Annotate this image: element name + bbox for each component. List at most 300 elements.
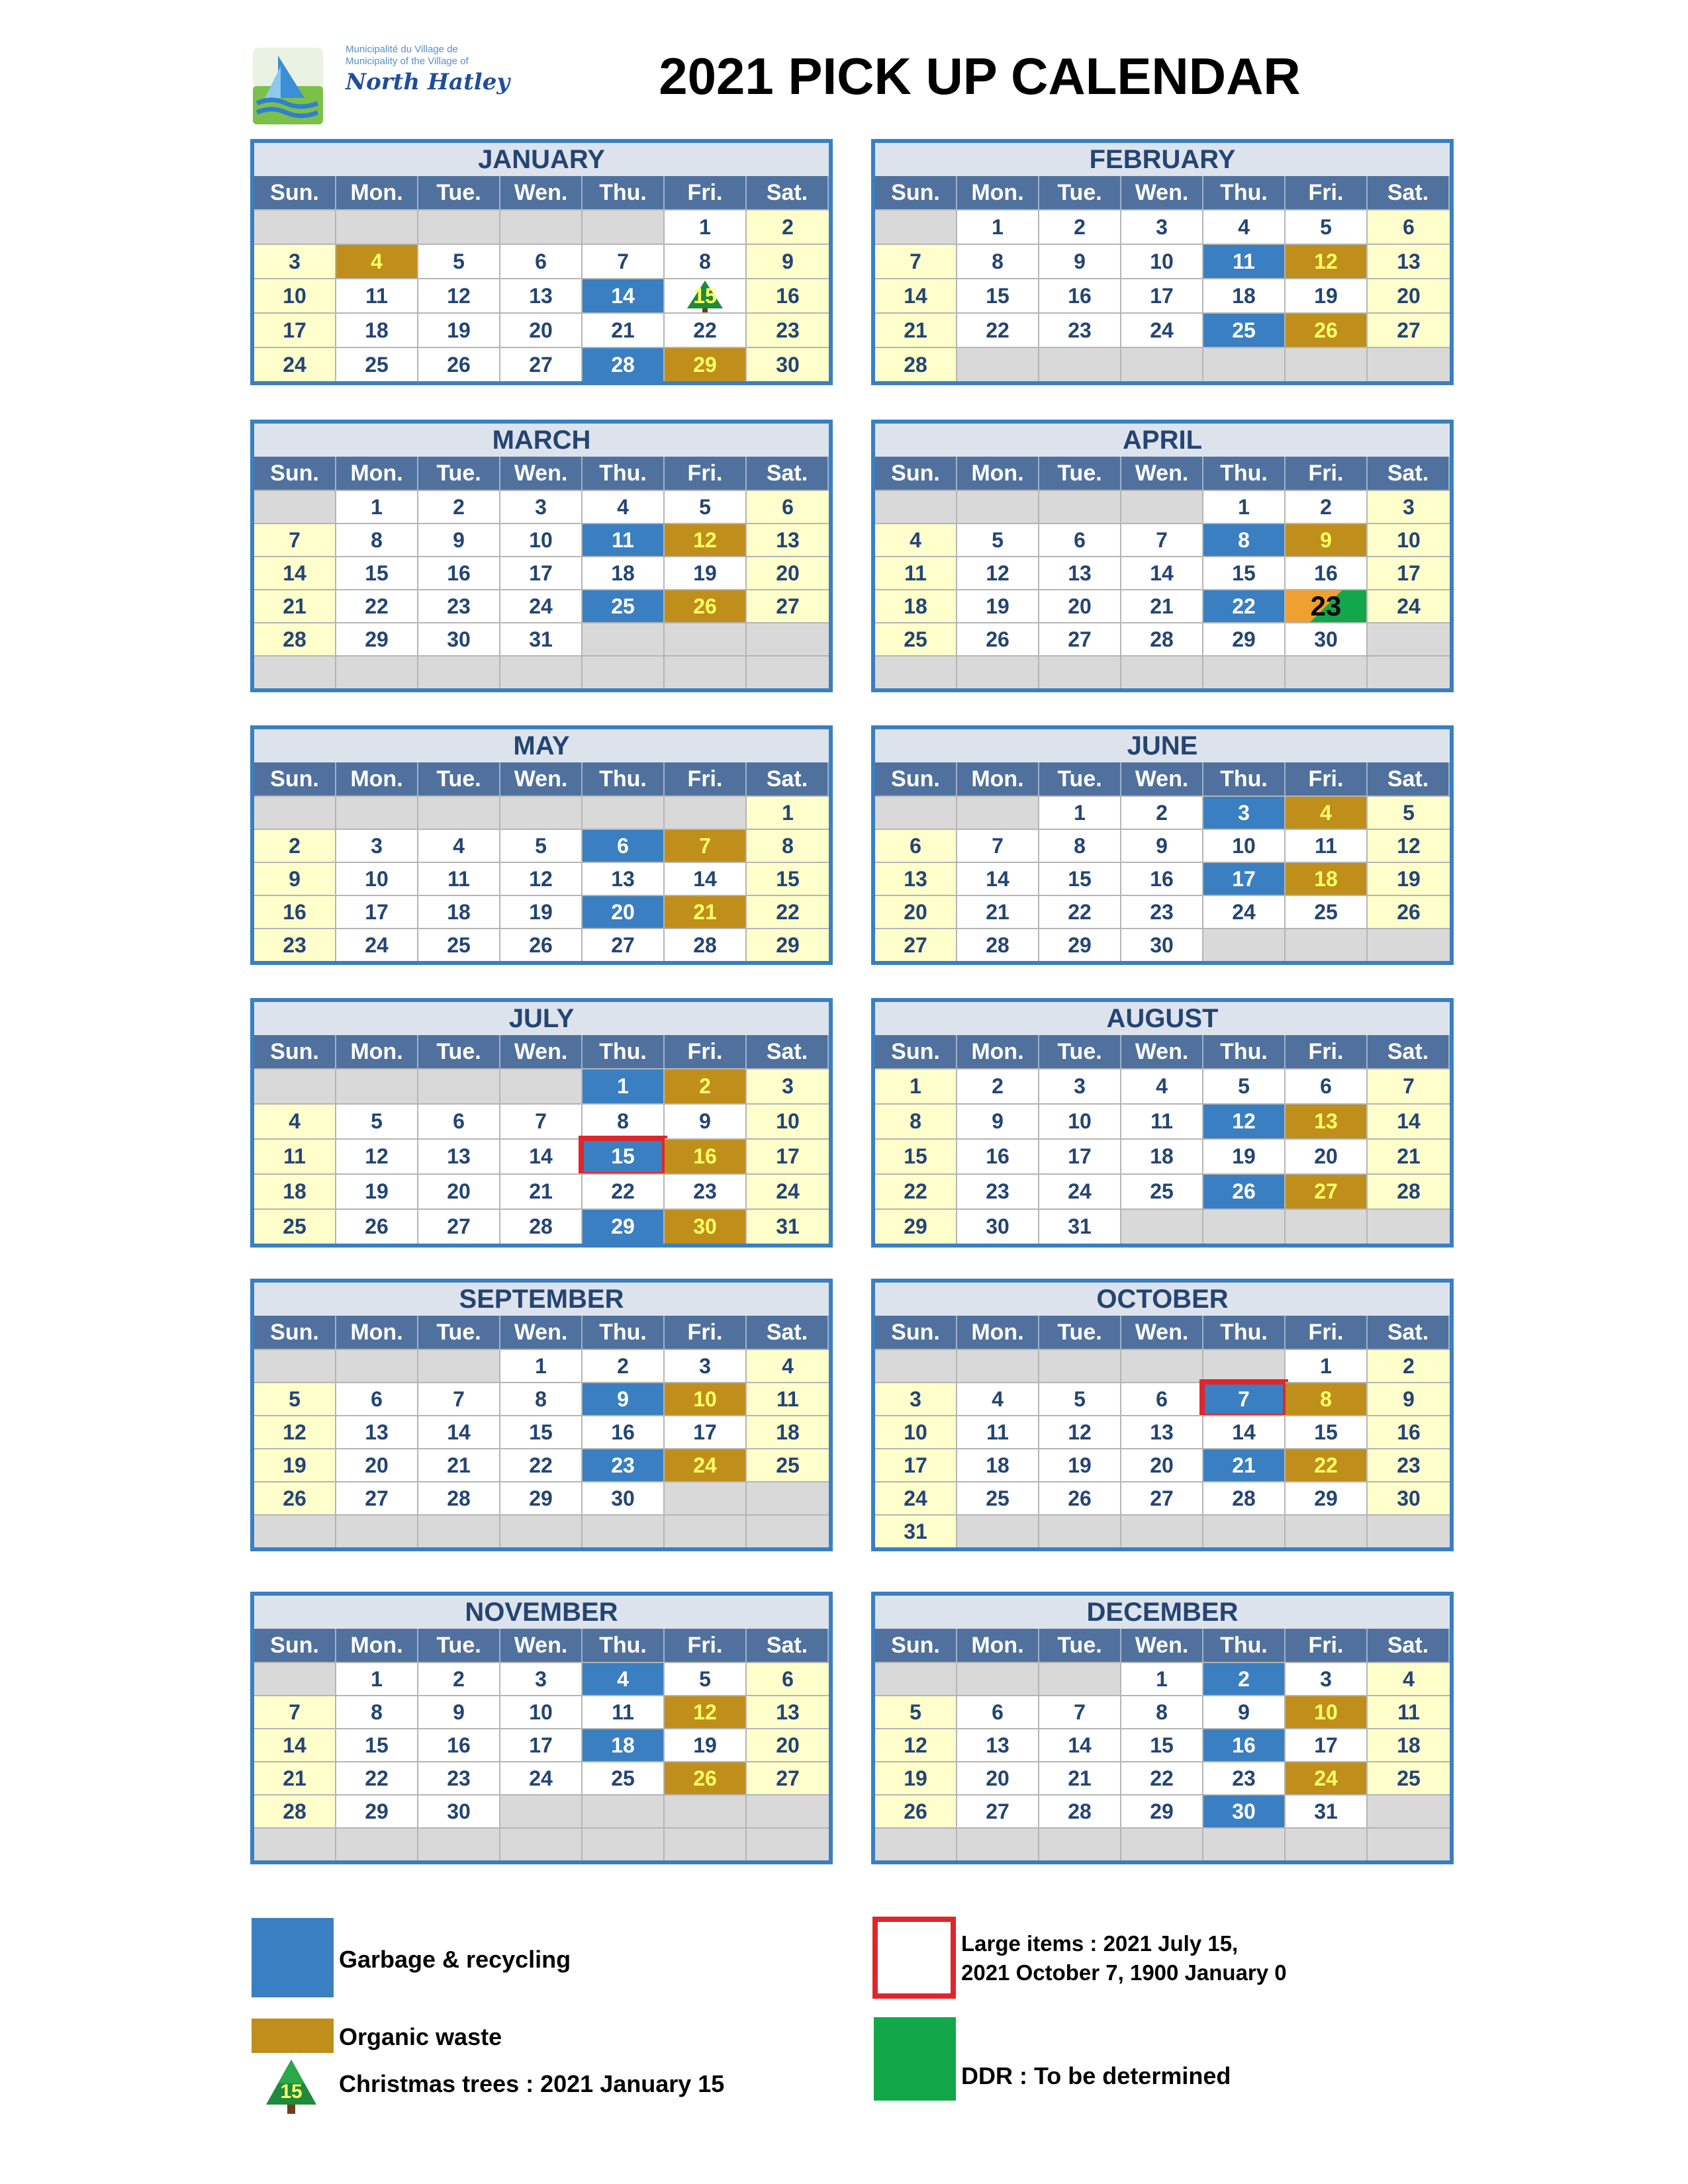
- month-name: AUGUST: [875, 1002, 1450, 1035]
- weekday-header: Tue.: [1039, 762, 1121, 796]
- day-cell: 10: [254, 278, 336, 312]
- empty-day-cell: [1121, 1514, 1203, 1547]
- legend-large-items-swatch: [872, 1917, 956, 1999]
- day-cell: 10: [1039, 1103, 1121, 1138]
- weekday-header: Sat.: [1368, 1035, 1450, 1068]
- empty-day-cell: [1039, 490, 1121, 523]
- day-cell: 2: [665, 1068, 747, 1103]
- weekday-header: Mon.: [957, 457, 1039, 490]
- day-cell: 15: [1203, 556, 1286, 589]
- day-cell: 2: [1368, 1349, 1450, 1382]
- weekday-header: Thu.: [1203, 176, 1286, 209]
- day-cell: 4: [583, 490, 665, 523]
- empty-day-cell: [665, 655, 747, 688]
- day-cell: 1: [747, 796, 829, 829]
- day-cell: 26: [665, 589, 747, 622]
- month-day-grid: [254, 1316, 829, 1547]
- day-cell: 23: [1121, 895, 1203, 928]
- day-cell: 21: [957, 895, 1039, 928]
- legend-ddr-swatch: [874, 2017, 956, 2101]
- day-cell: 1: [875, 1068, 957, 1103]
- day-cell: 24: [1121, 312, 1203, 347]
- day-cell: 26: [1039, 1481, 1121, 1514]
- day-cell: 29: [875, 1208, 957, 1244]
- day-cell: 3: [1039, 1068, 1121, 1103]
- empty-day-cell: [747, 1794, 829, 1827]
- day-cell: 17: [1039, 1138, 1121, 1173]
- empty-day-cell: [336, 796, 418, 829]
- weekday-header: Thu.: [583, 457, 665, 490]
- day-cell: 23: [418, 1761, 500, 1794]
- day-cell: 26: [1368, 895, 1450, 928]
- day-cell: 23: [665, 1173, 747, 1208]
- day-cell: 20: [747, 556, 829, 589]
- month-may: [250, 725, 833, 965]
- day-cell: 29: [336, 1794, 418, 1827]
- day-cell: 18: [1368, 1728, 1450, 1761]
- empty-day-cell: [336, 655, 418, 688]
- empty-day-cell: [1368, 1208, 1450, 1244]
- month-february: [871, 139, 1454, 385]
- weekday-header: Thu.: [583, 1629, 665, 1662]
- day-cell: 25: [1121, 1173, 1203, 1208]
- day-cell: 10: [665, 1382, 747, 1415]
- day-cell: 12: [1368, 829, 1450, 862]
- day-cell: 6: [957, 1695, 1039, 1728]
- day-cell: 11: [254, 1138, 336, 1173]
- day-cell: 16: [418, 556, 500, 589]
- month-name: NOVEMBER: [254, 1596, 829, 1629]
- empty-day-cell: [1039, 347, 1121, 381]
- day-cell: 25: [583, 589, 665, 622]
- day-cell: 24: [1286, 1761, 1368, 1794]
- empty-day-cell: [1121, 1827, 1203, 1860]
- day-cell: 7: [665, 829, 747, 862]
- day-cell: 15: [1121, 1728, 1203, 1761]
- empty-day-cell: [1368, 1827, 1450, 1860]
- weekday-header: Wen.: [500, 1629, 583, 1662]
- weekday-header: Wen.: [500, 457, 583, 490]
- weekday-header: Sat.: [1368, 1629, 1450, 1662]
- month-day-grid: [875, 176, 1450, 381]
- empty-day-cell: [747, 622, 829, 655]
- empty-day-cell: [957, 1349, 1039, 1382]
- day-cell: 1: [336, 490, 418, 523]
- day-cell: 17: [1121, 278, 1203, 312]
- weekday-header: Fri.: [665, 457, 747, 490]
- day-cell: 12: [418, 278, 500, 312]
- empty-day-cell: [500, 1827, 583, 1860]
- day-cell: 22: [747, 895, 829, 928]
- weekday-header: Thu.: [1203, 1629, 1286, 1662]
- day-cell: 21: [1203, 1448, 1286, 1481]
- day-cell: 17: [1203, 862, 1286, 895]
- legend-garbage-label: Garbage & recycling: [339, 1946, 571, 1973]
- day-cell: 8: [336, 1695, 418, 1728]
- day-cell: 25: [957, 1481, 1039, 1514]
- day-cell: 27: [1368, 312, 1450, 347]
- day-cell: 22: [957, 312, 1039, 347]
- day-cell: 13: [418, 1138, 500, 1173]
- day-cell: 21: [500, 1173, 583, 1208]
- day-cell: 15: [957, 278, 1039, 312]
- day-cell: 14: [254, 1728, 336, 1761]
- day-cell: 11: [957, 1415, 1039, 1448]
- day-cell: 26: [1286, 312, 1368, 347]
- empty-day-cell: [957, 1827, 1039, 1860]
- day-cell: 8: [500, 1382, 583, 1415]
- empty-day-cell: [583, 655, 665, 688]
- day-cell: 15: [1286, 1415, 1368, 1448]
- empty-day-cell: [583, 209, 665, 244]
- weekday-header: Tue.: [1039, 1629, 1121, 1662]
- day-cell: 12: [1203, 1103, 1286, 1138]
- day-cell: 4: [1368, 1662, 1450, 1695]
- month-day-grid: [254, 176, 829, 381]
- day-cell: 12: [500, 862, 583, 895]
- day-cell: 3: [747, 1068, 829, 1103]
- day-cell: 12: [336, 1138, 418, 1173]
- day-cell: 16: [254, 895, 336, 928]
- day-cell: 5: [875, 1695, 957, 1728]
- empty-day-cell: [1039, 1662, 1121, 1695]
- day-cell: 9: [1121, 829, 1203, 862]
- day-cell: 29: [336, 622, 418, 655]
- day-cell: 24: [500, 589, 583, 622]
- day-cell: 2: [957, 1068, 1039, 1103]
- empty-day-cell: [665, 1481, 747, 1514]
- weekday-header: Thu.: [1203, 457, 1286, 490]
- month-name: MARCH: [254, 424, 829, 457]
- empty-day-cell: [747, 1827, 829, 1860]
- day-cell: 3: [1203, 796, 1286, 829]
- weekday-header: Thu.: [583, 176, 665, 209]
- day-cell: 14: [875, 278, 957, 312]
- day-cell: 6: [1121, 1382, 1203, 1415]
- day-cell: 1: [957, 209, 1039, 244]
- day-cell: 5: [665, 1662, 747, 1695]
- day-cell: 7: [1203, 1382, 1286, 1415]
- day-cell: 18: [583, 1728, 665, 1761]
- day-cell: 31: [747, 1208, 829, 1244]
- empty-day-cell: [665, 622, 747, 655]
- day-cell: 16: [418, 1728, 500, 1761]
- weekday-header: Tue.: [1039, 176, 1121, 209]
- day-cell: 4: [336, 244, 418, 278]
- legend-organic-label: Organic waste: [339, 2023, 502, 2050]
- day-cell: 12: [1286, 244, 1368, 278]
- day-cell: 26: [336, 1208, 418, 1244]
- page-title: 2021 PICK UP CALENDAR: [659, 47, 1301, 105]
- empty-day-cell: [957, 490, 1039, 523]
- day-cell: 24: [1203, 895, 1286, 928]
- day-cell: 17: [1286, 1728, 1368, 1761]
- day-cell: 26: [254, 1481, 336, 1514]
- day-cell: 7: [418, 1382, 500, 1415]
- empty-day-cell: [1121, 490, 1203, 523]
- day-cell: 9: [1286, 523, 1368, 556]
- day-cell: 8: [1203, 523, 1286, 556]
- weekday-header: Fri.: [1286, 1035, 1368, 1068]
- empty-day-cell: [418, 1349, 500, 1382]
- day-cell: 25: [583, 1761, 665, 1794]
- day-cell: 30: [1368, 1481, 1450, 1514]
- day-cell: 19: [1203, 1138, 1286, 1173]
- weekday-header: Mon.: [957, 176, 1039, 209]
- weekday-header: Sun.: [875, 457, 957, 490]
- weekday-header: Thu.: [583, 1316, 665, 1349]
- empty-day-cell: [1286, 1208, 1368, 1244]
- weekday-header: Fri.: [1286, 457, 1368, 490]
- day-cell: 22: [583, 1173, 665, 1208]
- day-cell: 9: [418, 1695, 500, 1728]
- day-cell: 11: [1121, 1103, 1203, 1138]
- day-cell: 24: [875, 1481, 957, 1514]
- empty-day-cell: [957, 347, 1039, 381]
- empty-day-cell: [1203, 655, 1286, 688]
- weekday-header: Sun.: [254, 1629, 336, 1662]
- day-cell: 11: [336, 278, 418, 312]
- empty-day-cell: [418, 1827, 500, 1860]
- weekday-header: Tue.: [418, 762, 500, 796]
- empty-day-cell: [336, 209, 418, 244]
- day-cell: 28: [1039, 1794, 1121, 1827]
- day-cell: 27: [583, 928, 665, 961]
- day-cell: 14: [418, 1415, 500, 1448]
- day-cell: 6: [1368, 209, 1450, 244]
- month-july: [250, 998, 833, 1248]
- empty-day-cell: [957, 796, 1039, 829]
- day-cell: 11: [418, 862, 500, 895]
- day-cell: 5: [957, 523, 1039, 556]
- day-cell: 19: [957, 589, 1039, 622]
- day-cell: 4: [875, 523, 957, 556]
- empty-day-cell: [747, 1481, 829, 1514]
- weekday-header: Wen.: [1121, 176, 1203, 209]
- day-cell: 5: [254, 1382, 336, 1415]
- day-cell: 26: [418, 347, 500, 381]
- day-cell: 18: [418, 895, 500, 928]
- empty-day-cell: [1203, 1208, 1286, 1244]
- weekday-header: Tue.: [418, 1035, 500, 1068]
- day-cell: 9: [665, 1103, 747, 1138]
- empty-day-cell: [875, 209, 957, 244]
- day-cell: 11: [1203, 244, 1286, 278]
- day-cell: 26: [957, 622, 1039, 655]
- day-cell: 31: [1286, 1794, 1368, 1827]
- day-cell: 28: [665, 928, 747, 961]
- empty-day-cell: [1286, 347, 1368, 381]
- empty-day-cell: [1368, 1514, 1450, 1547]
- weekday-header: Sun.: [875, 1316, 957, 1349]
- day-cell: 3: [1368, 490, 1450, 523]
- day-cell: 7: [500, 1103, 583, 1138]
- month-name: APRIL: [875, 424, 1450, 457]
- weekday-header: Fri.: [1286, 1316, 1368, 1349]
- day-cell: 17: [500, 1728, 583, 1761]
- weekday-header: Fri.: [1286, 762, 1368, 796]
- empty-day-cell: [1121, 347, 1203, 381]
- day-cell: 13: [1368, 244, 1450, 278]
- day-cell: 19: [875, 1761, 957, 1794]
- day-cell: 9: [254, 862, 336, 895]
- day-cell: 15: [1039, 862, 1121, 895]
- day-cell: 5: [418, 244, 500, 278]
- empty-day-cell: [1368, 622, 1450, 655]
- empty-day-cell: [665, 1827, 747, 1860]
- empty-day-cell: [583, 1794, 665, 1827]
- day-cell: 25: [418, 928, 500, 961]
- empty-day-cell: [1203, 1514, 1286, 1547]
- day-cell: 27: [1286, 1173, 1368, 1208]
- month-april: [871, 420, 1454, 692]
- empty-day-cell: [1286, 1827, 1368, 1860]
- day-cell: 16: [1368, 1415, 1450, 1448]
- empty-day-cell: [583, 796, 665, 829]
- day-cell: 15: [336, 556, 418, 589]
- day-cell: 20: [1286, 1138, 1368, 1173]
- weekday-header: Sun.: [875, 762, 957, 796]
- day-cell: 6: [1039, 523, 1121, 556]
- day-cell: 10: [1203, 829, 1286, 862]
- day-cell: 23: [957, 1173, 1039, 1208]
- day-cell: 2: [1203, 1662, 1286, 1695]
- month-name: JULY: [254, 1002, 829, 1035]
- day-cell: 27: [957, 1794, 1039, 1827]
- empty-day-cell: [336, 1068, 418, 1103]
- weekday-header: Sat.: [747, 176, 829, 209]
- day-cell: 28: [875, 347, 957, 381]
- weekday-header: Wen.: [1121, 1629, 1203, 1662]
- day-cell: 20: [583, 895, 665, 928]
- day-cell: 3: [336, 829, 418, 862]
- empty-day-cell: [583, 1827, 665, 1860]
- day-cell: 17: [336, 895, 418, 928]
- weekday-header: Wen.: [500, 1035, 583, 1068]
- day-cell: 6: [583, 829, 665, 862]
- day-cell: 15: [336, 1728, 418, 1761]
- day-cell: 29: [665, 347, 747, 381]
- day-cell: 19: [336, 1173, 418, 1208]
- day-cell: 19: [254, 1448, 336, 1481]
- day-cell: 10: [500, 523, 583, 556]
- day-cell: 29: [500, 1481, 583, 1514]
- day-cell: 24: [665, 1448, 747, 1481]
- day-cell: 24: [500, 1761, 583, 1794]
- weekday-header: Sun.: [875, 176, 957, 209]
- day-cell: 27: [500, 347, 583, 381]
- empty-day-cell: [1286, 1514, 1368, 1547]
- day-cell: 16: [957, 1138, 1039, 1173]
- day-cell: 31: [875, 1514, 957, 1547]
- day-cell: 26: [1203, 1173, 1286, 1208]
- day-cell: 8: [336, 523, 418, 556]
- legend-organic-swatch: [252, 2019, 334, 2053]
- day-cell: 13: [957, 1728, 1039, 1761]
- day-cell: 22: [336, 1761, 418, 1794]
- day-cell: 20: [1039, 589, 1121, 622]
- day-cell: 9: [747, 244, 829, 278]
- day-cell: 28: [254, 622, 336, 655]
- christmas-tree-day-cell: 15: [665, 278, 747, 312]
- weekday-header: Mon.: [336, 1035, 418, 1068]
- day-cell: 28: [957, 928, 1039, 961]
- day-cell: 25: [254, 1208, 336, 1244]
- day-cell: 18: [1121, 1138, 1203, 1173]
- day-cell: 19: [500, 895, 583, 928]
- weekday-header: Sat.: [747, 762, 829, 796]
- day-cell: 7: [1368, 1068, 1450, 1103]
- weekday-header: Thu.: [583, 762, 665, 796]
- empty-day-cell: [500, 1514, 583, 1547]
- day-cell: 29: [1203, 622, 1286, 655]
- day-cell: 21: [254, 589, 336, 622]
- day-cell: 10: [1286, 1695, 1368, 1728]
- day-cell: 13: [336, 1415, 418, 1448]
- day-cell: 14: [583, 278, 665, 312]
- empty-day-cell: [1039, 1349, 1121, 1382]
- day-cell: 20: [957, 1761, 1039, 1794]
- month-day-grid: [254, 1629, 829, 1860]
- empty-day-cell: [254, 1514, 336, 1547]
- empty-day-cell: [875, 655, 957, 688]
- day-cell: 21: [1121, 589, 1203, 622]
- day-cell: 29: [1039, 928, 1121, 961]
- day-cell: 7: [1121, 523, 1203, 556]
- day-cell: 20: [875, 895, 957, 928]
- empty-day-cell: [957, 655, 1039, 688]
- day-cell: 18: [957, 1448, 1039, 1481]
- empty-day-cell: [254, 209, 336, 244]
- month-name: FEBRUARY: [875, 143, 1450, 176]
- empty-day-cell: [747, 1514, 829, 1547]
- empty-day-cell: [1203, 1827, 1286, 1860]
- day-cell: 25: [747, 1448, 829, 1481]
- weekday-header: Sun.: [254, 1316, 336, 1349]
- day-cell: 22: [1121, 1761, 1203, 1794]
- day-cell: 2: [1121, 796, 1203, 829]
- day-cell: 5: [500, 829, 583, 862]
- day-cell: 21: [254, 1761, 336, 1794]
- day-cell: 16: [1203, 1728, 1286, 1761]
- empty-day-cell: [500, 209, 583, 244]
- weekday-header: Mon.: [957, 1035, 1039, 1068]
- day-cell: 1: [500, 1349, 583, 1382]
- day-cell: 16: [1039, 278, 1121, 312]
- day-cell: 10: [1368, 523, 1450, 556]
- day-cell: 9: [957, 1103, 1039, 1138]
- empty-day-cell: [665, 796, 747, 829]
- day-cell: 18: [336, 312, 418, 347]
- day-cell: 30: [665, 1208, 747, 1244]
- day-cell: 3: [665, 1349, 747, 1382]
- north-hatley-logo-icon: [252, 46, 324, 126]
- day-cell: 1: [1121, 1662, 1203, 1695]
- empty-day-cell: [1368, 347, 1450, 381]
- day-cell: 28: [1368, 1173, 1450, 1208]
- weekday-header: Fri.: [665, 1629, 747, 1662]
- month-march: [250, 420, 833, 692]
- day-cell: 9: [418, 523, 500, 556]
- weekday-header: Thu.: [1203, 1316, 1286, 1349]
- day-cell: 19: [418, 312, 500, 347]
- weekday-header: Mon.: [336, 176, 418, 209]
- day-cell: 22: [1039, 895, 1121, 928]
- weekday-header: Fri.: [665, 1035, 747, 1068]
- day-cell: 30: [1203, 1794, 1286, 1827]
- weekday-header: Sun.: [875, 1035, 957, 1068]
- day-cell: 22: [336, 589, 418, 622]
